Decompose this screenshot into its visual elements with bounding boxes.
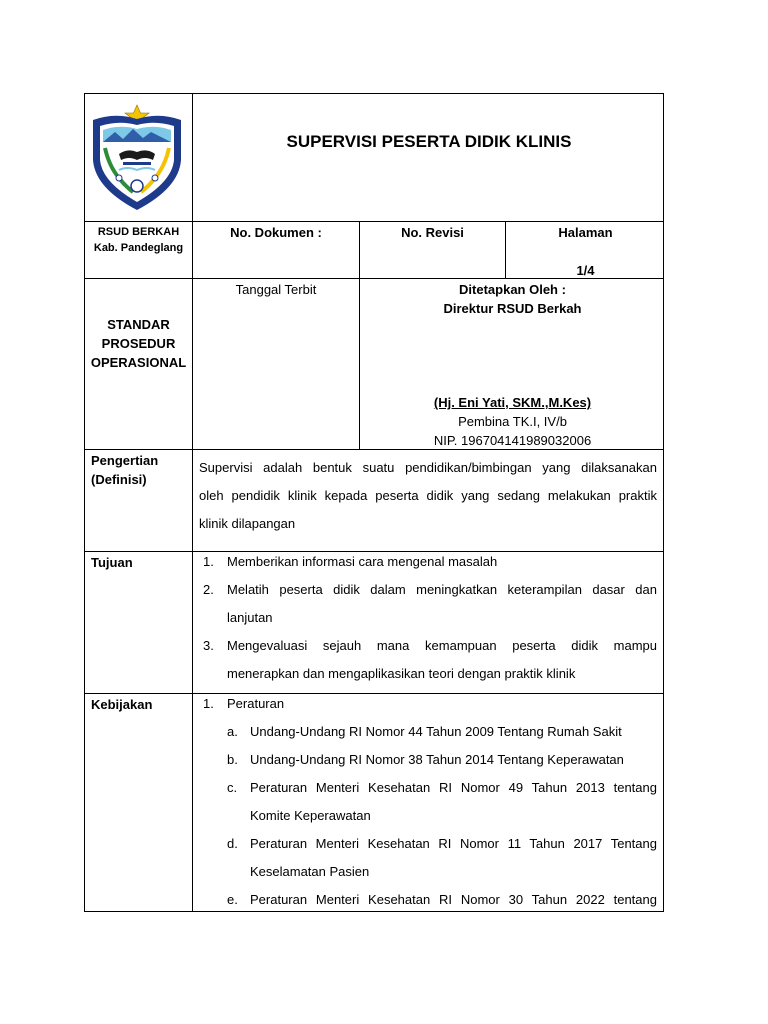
sub-item-letter: b. xyxy=(227,752,238,767)
hospital-region: Kab. Pandeglang xyxy=(93,242,184,254)
list-item-number: 1. xyxy=(203,554,214,569)
sub-item-letter: c. xyxy=(227,780,238,795)
sub-item-continuation: Keselamatan Pasien xyxy=(250,864,370,879)
hospital-name: RSUD BERKAH xyxy=(97,226,180,238)
goals-label: Tujuan xyxy=(91,555,133,570)
approved-by-label: Ditetapkan Oleh : xyxy=(459,282,566,297)
approver-name: (Hj. Eni Yati, SKM.,M.Kes) xyxy=(433,395,592,410)
page-value: 1/4 xyxy=(576,263,595,278)
approval-block xyxy=(360,280,664,448)
issue-date-label: Tanggal Terbit xyxy=(235,282,317,297)
doc-number-label: No. Dokumen : xyxy=(230,225,322,240)
sub-item: Peraturan Menteri Kesehatan RI Nomor 49 Tahun 2013 tentang xyxy=(250,780,657,795)
document-title: SUPERVISI PESERTA DIDIK KLINIS xyxy=(286,132,572,151)
approver-rank: Pembina TK.I, IV/b xyxy=(458,414,567,429)
definition-line: klinik dilapangan xyxy=(199,516,296,531)
sub-item: Peraturan Menteri Kesehatan RI Nomor 11 Tahun 2017 Tentang xyxy=(250,836,657,851)
definition-line: oleh pendidik klinik kepada peserta didik yang sedang melakukan praktik xyxy=(199,488,657,503)
sop-label-line: PROSEDUR xyxy=(101,336,176,351)
sub-item-letter: a. xyxy=(227,724,238,739)
goals-list xyxy=(193,548,664,693)
page-label: Halaman xyxy=(558,225,613,240)
approver-nip: NIP. 196704141989032006 xyxy=(433,433,592,448)
list-item: Memberikan informasi cara mengenal masalah xyxy=(227,554,498,569)
list-item-continuation: lanjutan xyxy=(227,610,273,625)
list-item: Peraturan xyxy=(227,696,285,711)
definition-line: Supervisi adalah bentuk suatu pendidikan/bimbingan yang dilaksanakan xyxy=(199,460,657,475)
sop-label-line: STANDAR xyxy=(107,317,170,332)
list-item-continuation: menerapkan dan mengaplikasikan teori dengan praktik klinik xyxy=(227,666,576,681)
sub-item: Undang-Undang RI Nomor 44 Tahun 2009 Tentang Rumah Sakit xyxy=(250,724,622,739)
definition-label xyxy=(91,451,189,489)
row-divider xyxy=(85,221,663,222)
approver-title: Direktur RSUD Berkah xyxy=(443,301,582,316)
hospital-info xyxy=(85,224,192,256)
list-item-number: 1. xyxy=(203,696,214,711)
revision-label: No. Revisi xyxy=(401,225,464,240)
definition-label-line: (Definisi) xyxy=(91,472,147,487)
list-item: Mengevaluasi sejauh mana kemampuan peserta didik mampu xyxy=(227,638,657,653)
list-item-number: 3. xyxy=(203,638,214,653)
sop-label-line: OPERASIONAL xyxy=(90,355,187,370)
list-item: Melatih peserta didik dalam meningkatkan keterampilan dasar dan xyxy=(227,582,657,597)
hospital-logo xyxy=(89,102,185,214)
sub-item-letter: d. xyxy=(227,836,238,851)
sub-item-continuation: Komite Keperawatan xyxy=(250,808,371,823)
list-item-number: 2. xyxy=(203,582,214,597)
sub-item-letter: e. xyxy=(227,892,238,907)
sop-document-table xyxy=(84,93,664,912)
policy-list xyxy=(193,690,664,912)
logo-cell xyxy=(85,94,192,221)
sub-item: Undang-Undang RI Nomor 38 Tahun 2014 Tentang Keperawatan xyxy=(250,752,624,767)
definition-text xyxy=(199,454,657,538)
sop-label xyxy=(85,315,192,372)
definition-label-line: Pengertian xyxy=(91,453,159,468)
policy-label: Kebijakan xyxy=(91,697,153,712)
sub-item: Peraturan Menteri Kesehatan RI Nomor 30 Tahun 2022 tentang xyxy=(250,892,657,907)
